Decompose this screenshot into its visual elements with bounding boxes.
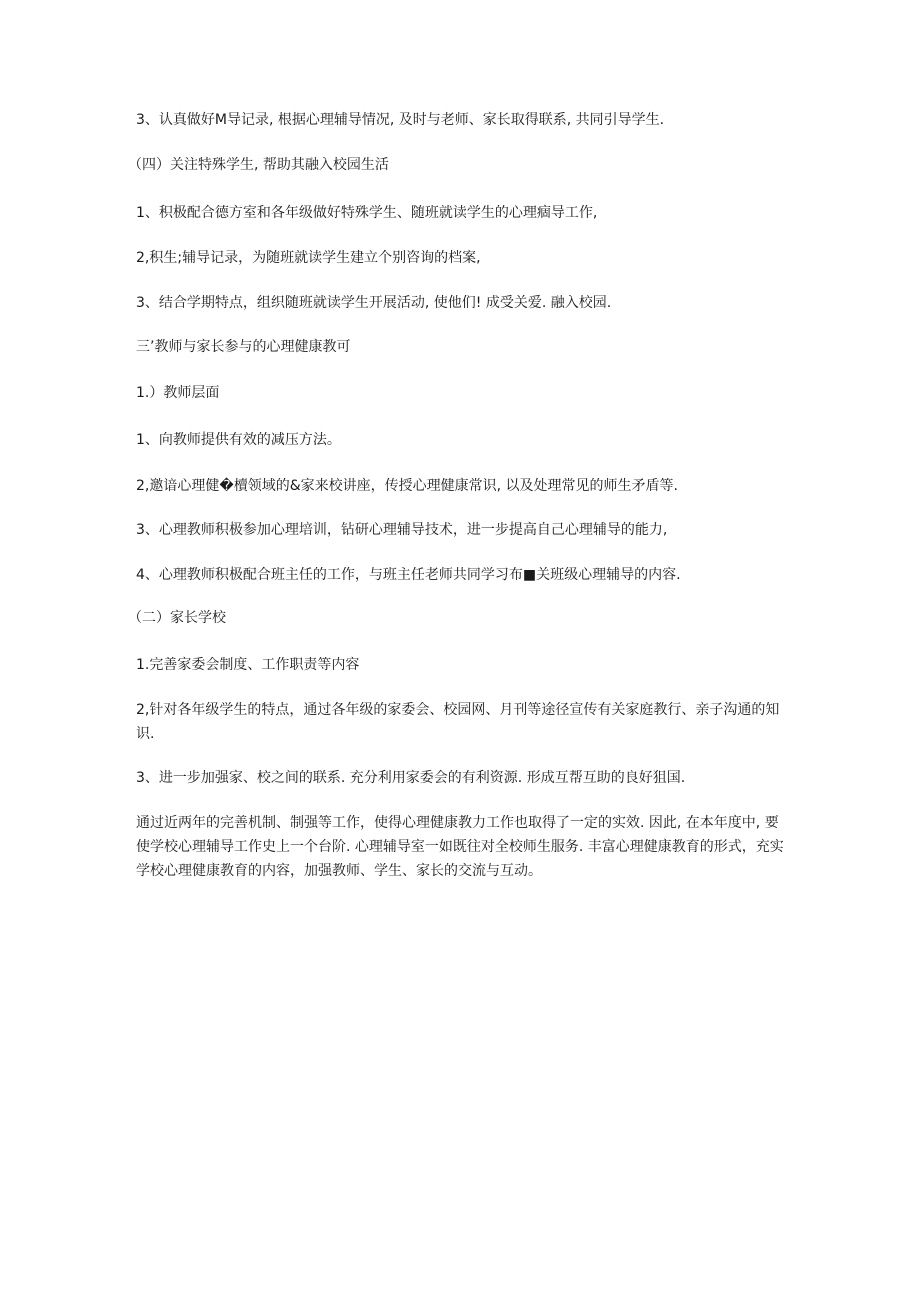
subsection-heading-teachers: 1.）教师层面 <box>136 385 220 401</box>
paragraph-item-2-records: 2,积生;辅导记录，为随班就读学生建立个别咨询的档案, <box>136 250 481 266</box>
paragraph-item-2-publicity: 2,针对各年级学生的特点，通过各年级的家委会、校园网、月刊等途径宣传有关家庭教行、亲子沟通的知识. <box>136 702 780 742</box>
paragraph-item-1-committee: 1.完善家委会制度、工作职责等内容 <box>136 657 360 673</box>
paragraph-summary: 通过近两年的完善机制、制强等工作，使得心理健康教力工作也取得了一定的实效. 因此, 在本年度中, 要使学校心理辅导工作史上一个台阶. 心理辅导室一如既往对全校师生服务. 丰富心理健康教育的形式，充实学校心理健康教育的内容，加强教师、学生、家长的交流与互动。 <box>136 815 784 879</box>
section-heading-teachers-parents: 三’教师与家长参与的心理健康教可 <box>136 339 351 355</box>
section-heading-special-students: （四）关注特殊学生, 帮助其融入校园生活 <box>128 157 389 173</box>
paragraph-item-3-counseling-records: 3、认真做好M导记录, 根据心理辅导情况, 及时与老师、家长取得联系, 共同引导学生. <box>136 112 665 128</box>
paragraph-item-2-expert-lectures: 2,邀谙心理健�櫝领域的&家来校讲座，传授心理健康常识, 以及处理常见的师生矛盾等. <box>136 478 678 494</box>
paragraph-item-4-class-guidance: 4、心理教师积极配合班主任的工作，与班主任老师共同学习布■关班级心理辅导的内容. <box>136 567 681 583</box>
paragraph-item-1-special-guidance: 1、积极配合德方室和各年级做好特殊学生、随班就读学生的心理痼导工作, <box>136 205 598 221</box>
subsection-heading-parent-school: （二）家长学校 <box>128 610 226 626</box>
paragraph-item-3-training: 3、心理教师积极参加心理培训，钻研心理辅导技术，进一步提高自己心理辅导的能力, <box>136 522 668 538</box>
paragraph-item-1-stress-relief: 1、向教师提供有效的减压方法。 <box>136 432 341 448</box>
paragraph-item-3-activities: 3、结合学期特点，组织随班就读学生开展活动, 使他们! 成受关爱. 融入校园. <box>136 295 612 311</box>
paragraph-item-3-home-school: 3、进一步加强家、校之间的联系. 充分利用家委会的有利资源. 形成互帮互助的良好狙国. <box>136 770 686 786</box>
